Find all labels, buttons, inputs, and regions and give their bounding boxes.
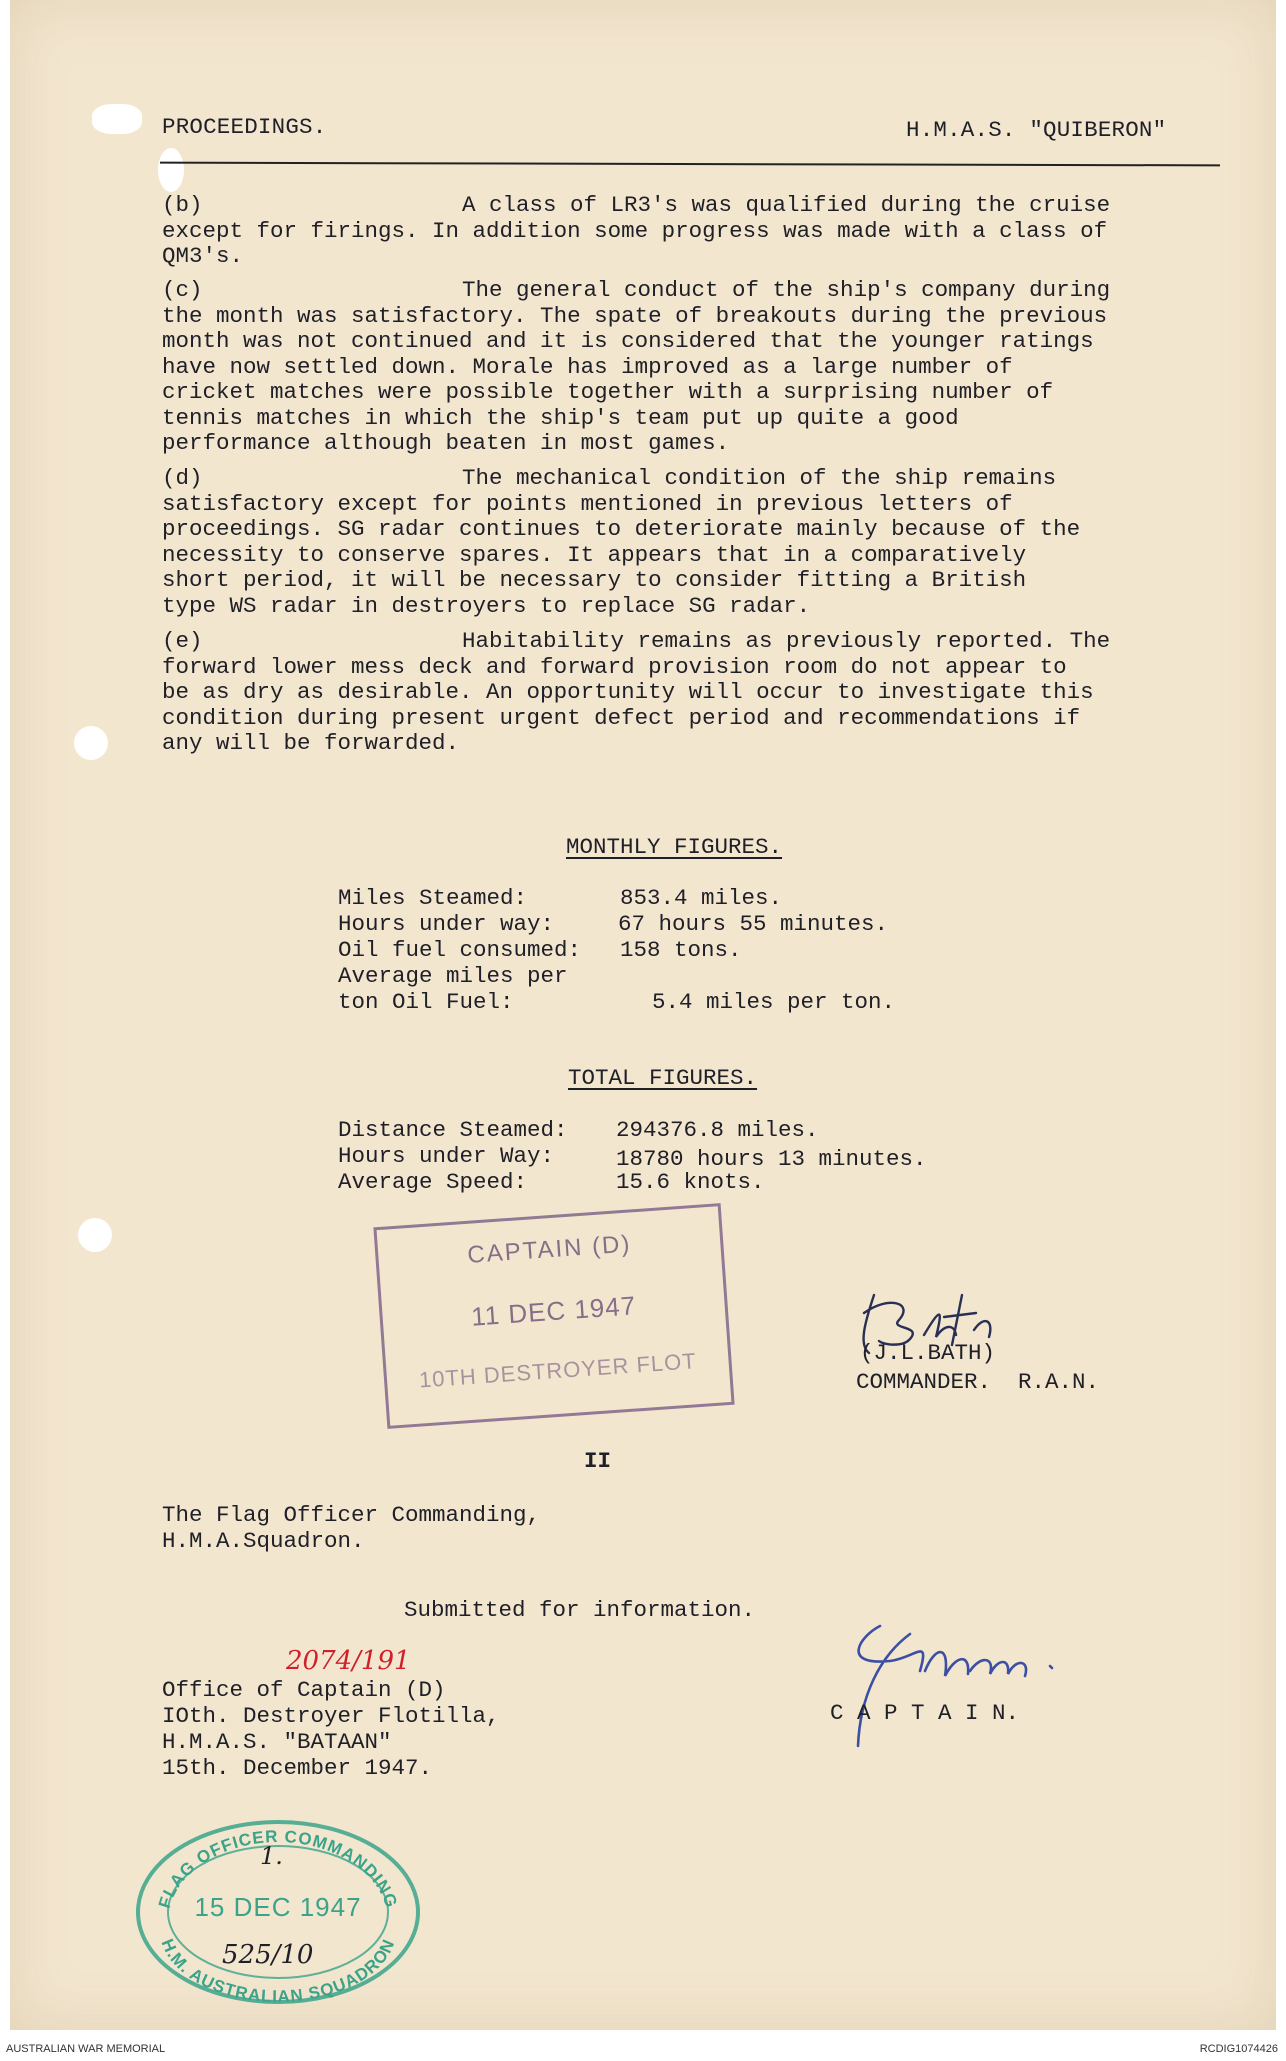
monthly-row-value: 67 hours 55 minutes. bbox=[618, 911, 889, 937]
commander-name: (J.L.BATH) bbox=[860, 1340, 996, 1366]
paragraph-body: the month was satisfactory. The spate of breakouts during the previous month was not continued and it is considered that the younger ratings have now settled down. Morale has improved as a large number of cricket matches were possible together with a surprising number of tennis matches in which the ship's team put up quite a good performance although beaten in most games. bbox=[162, 302, 1108, 456]
monthly-figures-heading: MONTHLY FIGURES. bbox=[566, 834, 783, 860]
paragraph-label: (e) bbox=[162, 628, 203, 654]
handwritten-reference: 2074/191 bbox=[286, 1646, 411, 1676]
paragraph-b bbox=[162, 193, 1232, 270]
office-line-4: 15th. December 1947. bbox=[162, 1755, 433, 1781]
total-row-label: Distance Steamed: bbox=[338, 1117, 568, 1143]
monthly-row-label: Hours under way: bbox=[338, 911, 555, 937]
paragraph-label: (d) bbox=[162, 465, 203, 491]
monthly-row-label: Miles Steamed: bbox=[338, 885, 528, 911]
paragraph-body: satisfactory except for points mentioned in previous letters of proceedings. SG radar continues to deteriorate mainly because of the necessity to conserve spares. It appears that in a comparatively short period, it will be necessary to consider fitting a British type WS radar in destroyers to replace SG radar. bbox=[162, 490, 1081, 619]
total-row-value: 15.6 knots. bbox=[616, 1169, 765, 1195]
torn-corner bbox=[92, 104, 142, 134]
monthly-row-label: ton Oil Fuel: bbox=[338, 989, 514, 1015]
header-right: H.M.A.S. "QUIBERON" bbox=[906, 117, 1167, 143]
paragraph-label: (c) bbox=[162, 277, 203, 303]
header-left: PROCEEDINGS. bbox=[162, 114, 327, 140]
stamp-date: 11 DEC 1947 bbox=[470, 1290, 638, 1332]
paragraph-first-line: Habitability remains as previously reported. The bbox=[462, 628, 1111, 654]
paragraph-body: forward lower mess deck and forward provision room do not appear to be as dry as desirable. An opportunity will occur to investigate this condition during present urgent defect period and recommendations if any will be forwarded. bbox=[162, 653, 1094, 756]
section-numeral: II bbox=[584, 1448, 612, 1474]
total-row-value: 294376.8 miles. bbox=[616, 1117, 819, 1143]
monthly-row-label: Oil fuel consumed: bbox=[338, 937, 582, 963]
footer-right: RCDIG1074426 bbox=[1199, 2043, 1278, 2055]
submitted-line: Submitted for information. bbox=[404, 1597, 756, 1623]
office-line-3: H.M.A.S. "BATAAN" bbox=[162, 1729, 392, 1755]
round-stamp-bottom-text: H.M. AUSTRALIAN SQUADRON bbox=[157, 1936, 399, 2007]
paragraph-first-line: The general conduct of the ship's company during bbox=[462, 277, 1111, 303]
footer-left: AUSTRALIAN WAR MEMORIAL bbox=[6, 2043, 166, 2055]
captain-title: C A P T A I N. bbox=[830, 1700, 1020, 1726]
paragraph-body: except for firings. In addition some progress was made with a class of QM3's. bbox=[162, 217, 1108, 269]
round-stamp-date: 15 DEC 1947 bbox=[194, 1892, 362, 1922]
monthly-row-value: 853.4 miles. bbox=[620, 885, 783, 911]
addressee-line-1: The Flag Officer Commanding, bbox=[162, 1502, 541, 1528]
flag-officer-received-stamp bbox=[130, 1812, 426, 2008]
monthly-row-value: 158 tons. bbox=[620, 937, 742, 963]
total-row-value: 18780 hours 13 minutes. bbox=[616, 1146, 927, 1172]
office-line-1: Office of Captain (D) bbox=[162, 1677, 446, 1703]
round-stamp-number: 525/10 bbox=[222, 1940, 314, 1970]
commander-rank: COMMANDER. R.A.N. bbox=[856, 1369, 1100, 1395]
punch-hole bbox=[78, 1218, 112, 1252]
total-figures-heading: TOTAL FIGURES. bbox=[568, 1065, 758, 1091]
stamp-unit: 10TH DESTROYER FLOT bbox=[418, 1348, 698, 1393]
punch-hole bbox=[158, 148, 184, 192]
addressee-line-2: H.M.A.Squadron. bbox=[162, 1528, 365, 1554]
paragraph-label: (b) bbox=[162, 192, 203, 218]
round-stamp-top-text: FLAG OFFICER COMMANDING bbox=[154, 1826, 402, 1911]
captain-d-received-stamp bbox=[373, 1203, 734, 1429]
total-row-label: Average Speed: bbox=[338, 1169, 528, 1195]
paragraph-d bbox=[162, 466, 1232, 619]
paragraph-first-line: A class of LR3's was qualified during the cruise bbox=[462, 192, 1111, 218]
paragraph-first-line: The mechanical condition of the ship remains bbox=[462, 465, 1057, 491]
monthly-row-value: 5.4 miles per ton. bbox=[652, 989, 896, 1015]
captain-signature bbox=[820, 1616, 1090, 1756]
round-stamp-mark: 1. bbox=[260, 1842, 283, 1870]
paragraph-c bbox=[162, 278, 1232, 457]
monthly-row-label: Average miles per bbox=[338, 963, 568, 989]
office-line-2: IOth. Destroyer Flotilla, bbox=[162, 1703, 500, 1729]
total-row-label: Hours under Way: bbox=[338, 1143, 555, 1169]
paragraph-e bbox=[162, 629, 1232, 757]
punch-hole bbox=[74, 726, 108, 760]
stamp-title: CAPTAIN (D) bbox=[466, 1230, 633, 1269]
